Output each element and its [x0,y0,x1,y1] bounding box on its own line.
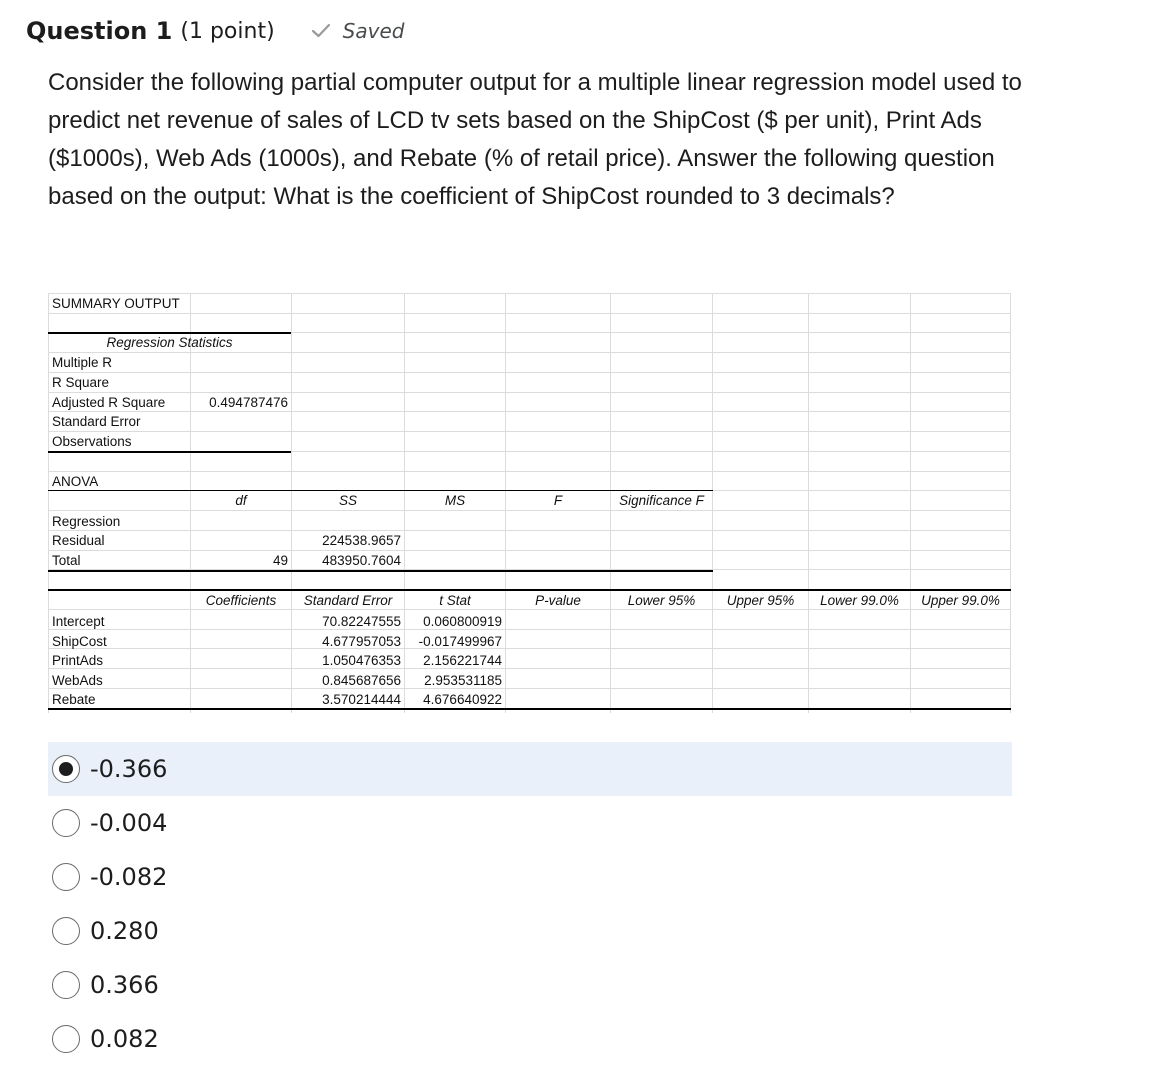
coef-header: Coefficients [205,593,277,608]
coef-header: Lower 99.0% [820,593,899,608]
answer-option-label: 0.082 [90,1025,159,1053]
answer-option[interactable] [48,850,1012,904]
adjusted-r-square-value: 0.494787476 [209,395,288,410]
coef-row-label: Rebate [52,692,96,707]
anova-header-f: F [553,493,563,508]
answer-option-label: 0.280 [90,917,159,945]
radio-button[interactable] [52,917,80,945]
answer-options [48,742,1012,1066]
stat-label: Standard Error [52,414,141,429]
residual-ss: 224538.9657 [322,533,401,548]
anova-title: ANOVA [52,474,99,489]
anova-header-df: df [235,493,247,508]
coef-tstat: 2.953531185 [424,673,502,688]
coef-se: 70.82247555 [322,614,401,629]
answer-option-label: -0.082 [90,863,168,891]
stat-label: Multiple R [52,355,113,370]
stat-label: Adjusted R Square [52,395,166,410]
radio-button[interactable] [52,809,80,837]
coef-se: 1.050476353 [322,653,401,668]
anova-header-ms: MS [444,493,466,508]
question-points: (1 point) [180,18,275,44]
radio-button[interactable] [52,971,80,999]
answer-option-label: -0.366 [90,755,168,783]
question-header [26,14,404,48]
coef-row-label: PrintAds [52,653,104,668]
answer-option[interactable] [48,1012,1012,1066]
coef-row-label: WebAds [52,673,103,688]
coef-tstat: 0.060800919 [423,614,502,629]
coef-se: 3.570214444 [322,692,401,707]
saved-label: Saved [342,19,405,43]
anova-row-label: Total [52,553,81,568]
coef-row-label: Intercept [52,614,105,629]
coef-row-label: ShipCost [52,634,107,649]
coef-se: 0.845687656 [322,673,401,688]
radio-button[interactable] [52,863,80,891]
answer-option[interactable] [48,958,1012,1012]
answer-option[interactable] [48,796,1012,850]
answer-option[interactable] [48,742,1012,796]
regression-statistics-header: Regression Statistics [106,335,233,350]
coef-header: Upper 99.0% [921,593,1000,608]
stat-label: Observations [52,434,132,449]
saved-status [311,19,405,43]
coef-header: P-value [535,593,581,608]
stat-label: R Square [52,375,110,390]
radio-button[interactable] [52,1025,80,1053]
anova-row-label: Regression [52,514,121,529]
regression-output-table [48,293,1011,713]
anova-header-ss: SS [338,493,357,508]
coef-header: t Stat [439,593,471,608]
anova-row-label: Residual [52,533,105,548]
total-ss: 483950.7604 [322,553,401,568]
summary-output-title: SUMMARY OUTPUT [52,294,184,313]
total-df: 49 [272,553,288,568]
coef-se: 4.677957053 [322,634,401,649]
coef-tstat: 4.676640922 [423,692,502,707]
coef-header: Upper 95% [726,593,795,608]
coef-header: Lower 95% [627,593,696,608]
radio-button-selected[interactable] [52,755,80,783]
question-title: Question 1 [26,17,173,45]
anova-header-significance-f: Significance F [619,493,704,508]
checkmark-icon [311,23,331,39]
answer-option-label: 0.366 [90,971,159,999]
coef-tstat: -0.017499967 [418,634,502,649]
coef-header: Standard Error [303,593,393,608]
question-prompt: Consider the following partial computer output for a multiple linear regression model used to predict net revenue of sales of LCD tv sets based on the ShipCost ($ per unit), Print Ads ($1000s), Web Ads (1000s), and Rebate (% of retail price). Answer the following question based on the output: What is the coefficient of ShipCost rounded to 3 decimals? [48,69,1022,210]
answer-option[interactable] [48,904,1012,958]
coef-tstat: 2.156221744 [423,653,502,668]
answer-option-label: -0.004 [90,809,168,837]
